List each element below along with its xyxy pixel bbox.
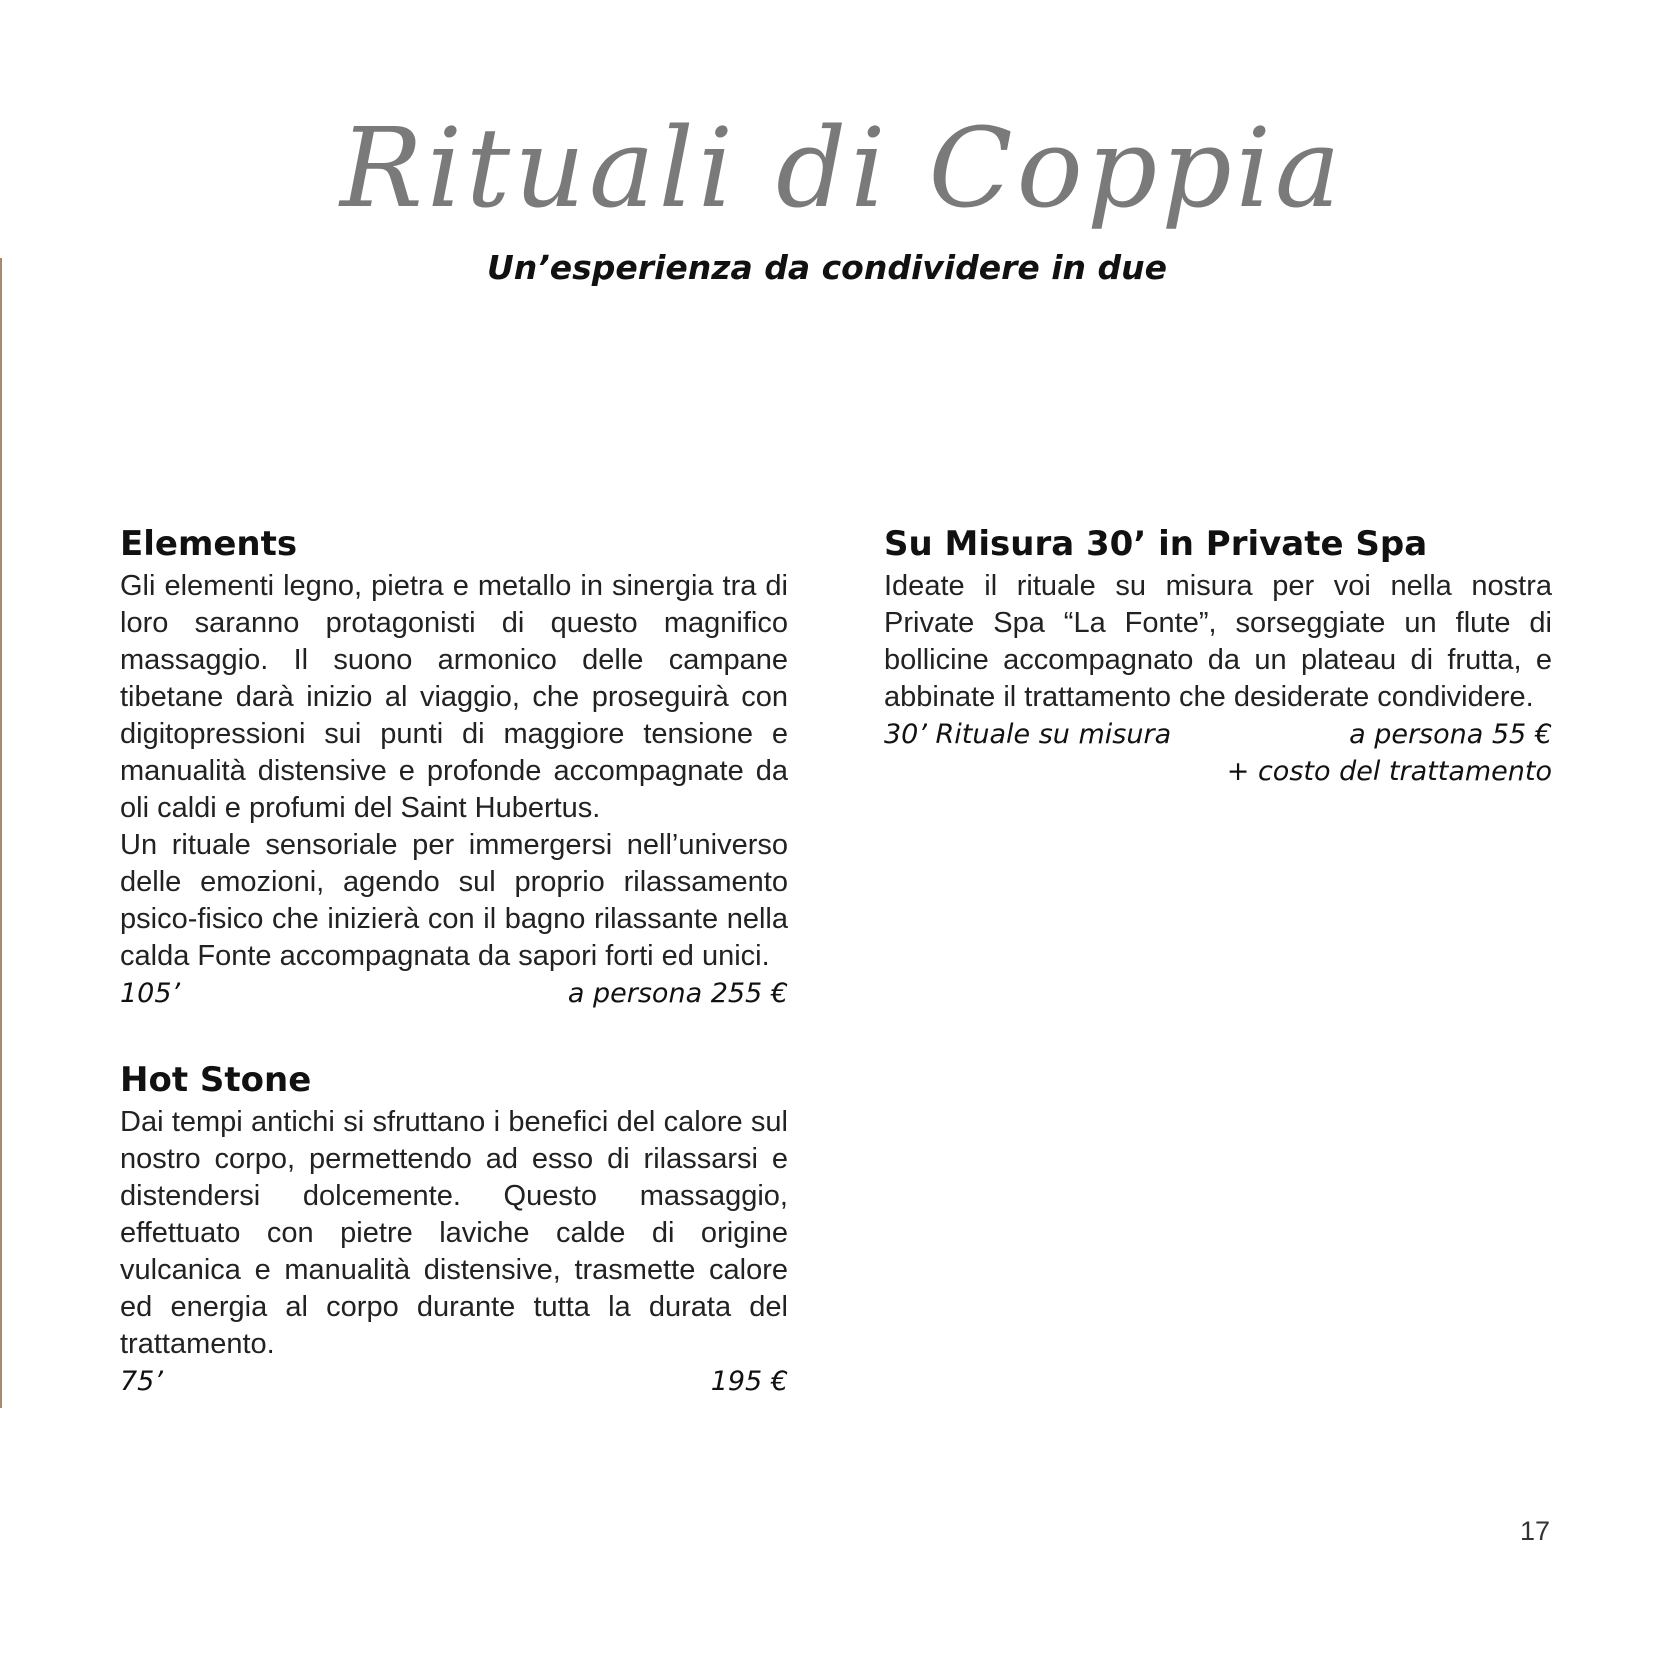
treatment-title: Hot Stone [120, 1060, 312, 1100]
price-row [120, 1363, 788, 1400]
page-number: 17 [1519, 1516, 1550, 1546]
treatment-title: Su Misura 30’ in Private Spa [884, 524, 1428, 564]
treatment-su-misura [884, 524, 1552, 790]
price-row [120, 975, 788, 1012]
left-column [120, 524, 788, 1448]
treatment-hot-stone [120, 1060, 788, 1400]
script-title-text: Rituali di Coppia [340, 104, 1345, 232]
treatment-duration: 105’ [120, 978, 181, 1009]
treatment-description-continued: Un rituale sensoriale per immergersi nell’universo delle emozioni, agendo sul proprio rilassamento psico-fisico che inizierà con il bagno rilassante nella calda Fonte accompagnata da sapori forti ed unici. [120, 829, 788, 972]
treatment-elements [120, 524, 788, 1012]
right-column [884, 524, 1552, 838]
treatment-duration: 30’ Rituale su misura [884, 719, 1172, 750]
left-decorative-rule [0, 258, 2, 1408]
treatment-duration: 75’ [120, 1366, 163, 1397]
treatment-description: Gli elementi legno, pietra e metallo in sinergia tra di loro saranno protagonisti di questo magnifico massaggio. Il suono armonico delle campane tibetane darà inizio al viaggio, che proseguirà con digitopressioni sui punti di maggiore tensione e manualità distensive e profonde accompagnate da oli caldi e profumi del Saint Hubertus. [120, 570, 788, 824]
page-subtitle: Un’esperienza da condividere in due [486, 248, 1168, 287]
treatment-description: Dai tempi antichi si sfruttano i benefici del calore sul nostro corpo, permettendo ad esso di rilassarsi e distendersi dolcemente. Questo massaggio, effettuato con pietre laviche calde di origine vulcanica e manualità distensive, trasmette calore ed energia al corpo durante tutta la durata del trattamento. [120, 1106, 788, 1360]
price-row [884, 716, 1552, 753]
treatment-price: a persona 55 € [1349, 719, 1552, 750]
treatment-price: a persona 255 € [567, 978, 788, 1009]
treatment-price: 195 € [710, 1366, 788, 1397]
treatment-price-extra: + costo del trattamento [1226, 756, 1552, 787]
treatment-title: Elements [120, 524, 298, 564]
treatment-description: Ideate il rituale su misura per voi nella nostra Private Spa “La Fonte”, sorseggiate un flute di bollicine accompagnato da un plateau di frutta, e abbinate il trattamento che desiderate condividere. [884, 570, 1552, 713]
